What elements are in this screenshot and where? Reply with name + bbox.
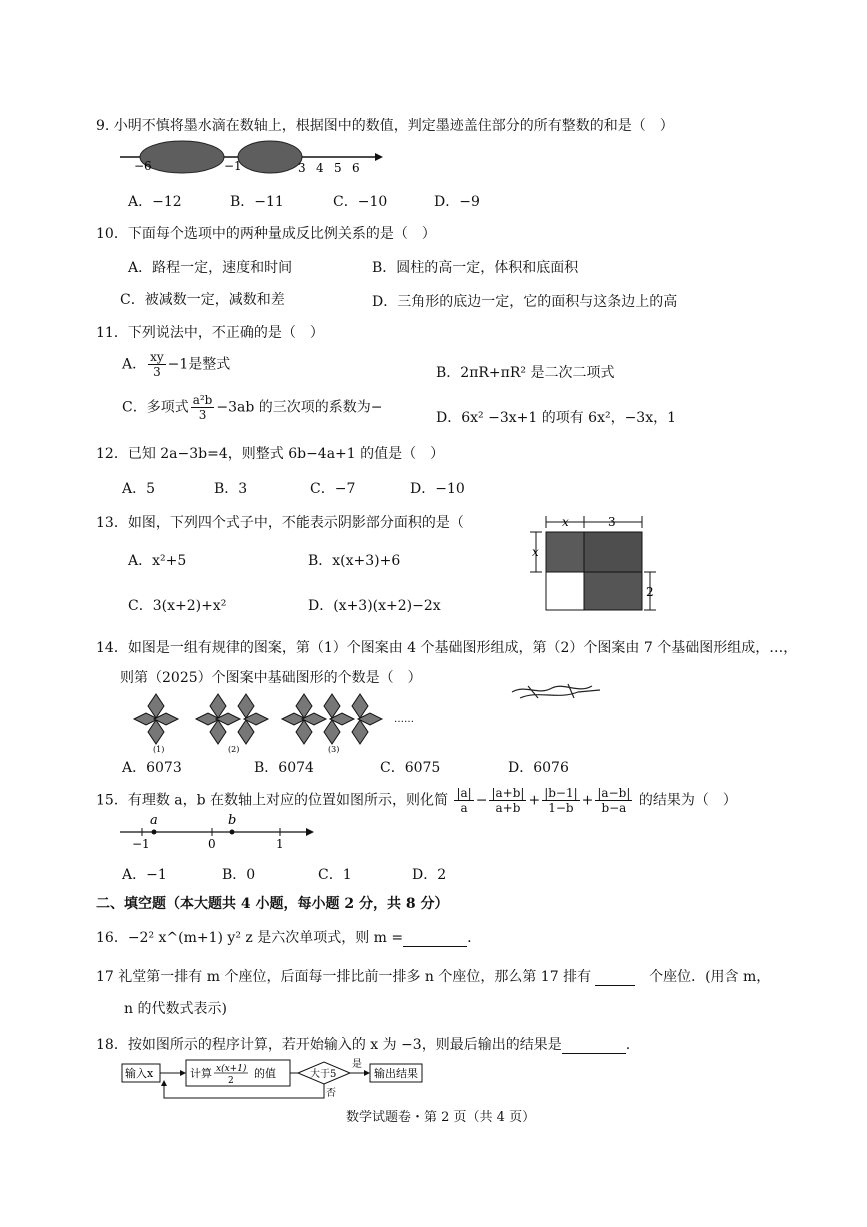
q12-option-b: B．3 — [214, 481, 248, 497]
option-letter: C．多项式 — [122, 399, 189, 416]
fraction: $\frac{xy}{3}$ — [150, 350, 164, 379]
pattern-2 — [196, 694, 268, 744]
q14-option-b: B．6074 — [254, 760, 314, 776]
q9-option-b: B．−11 — [230, 194, 284, 210]
q11-option-c: C．多项式 $\frac{\text{a²b}}{3}$ −3ab 的三次项的系数为− — [122, 393, 383, 422]
q15-option-b: B．0 — [222, 867, 256, 883]
q13-option-c: C．3(x+2)+x² — [128, 598, 227, 614]
svg-text:的值: 的值 — [254, 1067, 276, 1080]
axis-label: −1 — [132, 837, 150, 851]
pattern-3 — [282, 694, 382, 744]
q11-option-b: B．2πR+πR² 是二次二项式 — [436, 365, 615, 381]
q10-option-b: B．圆柱的高一定，体积和底面积 — [372, 260, 579, 276]
q13-option-d: D．(x+3)(x+2)−2x — [308, 598, 441, 614]
q13-option-a: A．x²+5 — [128, 553, 187, 569]
axis-label: −6 — [134, 159, 152, 173]
q10-stem: 10．下面每个选项中的两种量成反比例关系的是（ ） — [96, 226, 436, 242]
pattern-label: (1) — [153, 745, 165, 754]
point-label: b — [228, 813, 237, 828]
q13-option-b: B．x(x+3)+6 — [308, 553, 401, 569]
q15-option-d: D．2 — [412, 867, 447, 883]
q12-option-a: A．5 — [122, 481, 156, 497]
q17-line2: n 的代数式表示) — [124, 1001, 227, 1017]
axis-label: 4 — [316, 161, 324, 175]
q12-option-c: C．−7 — [310, 481, 356, 497]
fraction: $\frac{\text{a²b}}{3}$ — [192, 393, 213, 422]
axis-label: 3 — [298, 161, 306, 175]
pattern-label: (2) — [228, 745, 240, 754]
q11-option-d: D．6x² −3x+1 的项有 6x²，−3x，1 — [436, 410, 677, 426]
q9-number-line — [120, 140, 390, 180]
flow-yes: 是 — [352, 1059, 362, 1070]
point-b — [230, 830, 235, 835]
answer-blank[interactable] — [562, 1037, 626, 1054]
q14-option-a: A．6073 — [122, 760, 182, 776]
flow-no: 否 — [326, 1088, 336, 1099]
pattern-ellipsis: …… — [394, 714, 414, 725]
q18-stem: 18．按如图所示的程序计算，若开始输入的 x 为 −3，则最后输出的结果是 . — [96, 1037, 631, 1053]
q9-option-a: A．−12 — [128, 194, 182, 210]
q9-option-d: D．−9 — [434, 194, 480, 210]
q11-option-a: A． $\frac{xy}{3}$ −1是整式 — [122, 350, 231, 379]
point-label: a — [150, 813, 158, 828]
flow-output: 输出结果 — [374, 1067, 418, 1080]
dim-label: 3 — [608, 515, 616, 529]
q14-stem-line2: 则第（2025）个图案中基础图形的个数是（ ） — [120, 670, 422, 686]
q15-option-a: A．−1 — [122, 867, 167, 883]
q15-number-line — [120, 814, 320, 854]
q18-flowchart — [120, 1058, 440, 1108]
q12-option-d: D．−10 — [410, 481, 465, 497]
axis-label: −1 — [224, 159, 242, 173]
dim-label: x — [532, 545, 539, 559]
page-footer: 数学试题卷・第 2 页（共 4 页） — [346, 1110, 536, 1125]
q15-stem: 15．有理数 a，b 在数轴上对应的位置如图所示，则化简 $\frac{|a|}{a}$ − $\frac{|a+b|}{a+b}$ + $\frac{|b-1|}{1-b}$ + $\frac{|a-b|}{b-a}$ 的结果为（ ） — [96, 786, 737, 815]
option-letter: A． — [122, 356, 147, 373]
pattern-label: (3) — [328, 745, 340, 754]
fraction: $\frac{|a|}{a}$ — [456, 786, 472, 815]
q17-line1: 17 礼堂第一排有 m 个座位，后面每一排比前一排多 n 个座位，那么第 17 排有 个座位．(用含 m， — [96, 969, 771, 985]
dim-label: 2 — [646, 585, 654, 599]
q10-option-c: C．被减数一定，减数和差 — [120, 292, 285, 308]
q15-option-c: C．1 — [318, 867, 352, 883]
q14-stem-line1: 14．如图是一组有规律的图案，第（1）个图案由 4 个基础图形组成，第（2）个图案由 7 个基础图形组成，…， — [96, 640, 798, 656]
q12-stem: 12．已知 2a−3b=4，则整式 6b−4a+1 的值是（ ） — [96, 446, 445, 462]
scribble-mark — [508, 678, 608, 708]
axis-label: 0 — [208, 837, 216, 851]
axis-label: 6 — [352, 161, 360, 175]
q11-stem: 11．下列说法中，不正确的是（ ） — [96, 325, 324, 341]
svg-text:x(x+1): x(x+1) — [216, 1064, 247, 1074]
q10-option-a: A．路程一定，速度和时间 — [128, 260, 293, 276]
pattern-1 — [134, 694, 178, 744]
fraction: $\frac{|b-1|}{1-b}$ — [544, 786, 578, 815]
point-a — [152, 830, 157, 835]
answer-blank[interactable] — [595, 969, 635, 986]
answer-blank[interactable] — [403, 930, 467, 947]
q10-option-d: D．三角形的底边一定，它的面积与这条边上的高 — [372, 294, 678, 310]
q14-option-c: C．6075 — [380, 760, 441, 776]
q14-pattern-figure — [128, 690, 428, 754]
q16-stem: 16．−2² x^(m+1) y² z 是六次单项式，则 m = . — [96, 930, 472, 946]
section-heading: 二、填空题（本大题共 4 小题，每小题 2 分，共 8 分） — [96, 896, 449, 912]
axis-label: 5 — [334, 161, 342, 175]
ink-blot — [238, 141, 302, 173]
svg-text:2: 2 — [228, 1076, 234, 1086]
flow-condition: 大于5 — [310, 1069, 337, 1080]
axis-label: 1 — [276, 837, 284, 851]
q9-option-c: C．−10 — [333, 194, 388, 210]
q13-area-figure — [524, 510, 664, 620]
q9-stem: 9. 小明不慎将墨水滴在数轴上，根据图中的数值，判定墨迹盖住部分的所有整数的和是（ ） — [96, 118, 674, 134]
flow-calc: 计算 — [190, 1067, 212, 1080]
dim-label: x — [562, 515, 569, 529]
q14-option-d: D．6076 — [508, 760, 569, 776]
ink-blot — [140, 141, 224, 173]
fraction: $\frac{|a+b|}{a+b}$ — [491, 786, 525, 815]
flow-input: 输入x — [125, 1067, 154, 1080]
fraction: $\frac{|a-b|}{b-a}$ — [597, 786, 631, 815]
q13-stem: 13．如图，下列四个式子中，不能表示阴影部分面积的是（ — [96, 515, 464, 531]
